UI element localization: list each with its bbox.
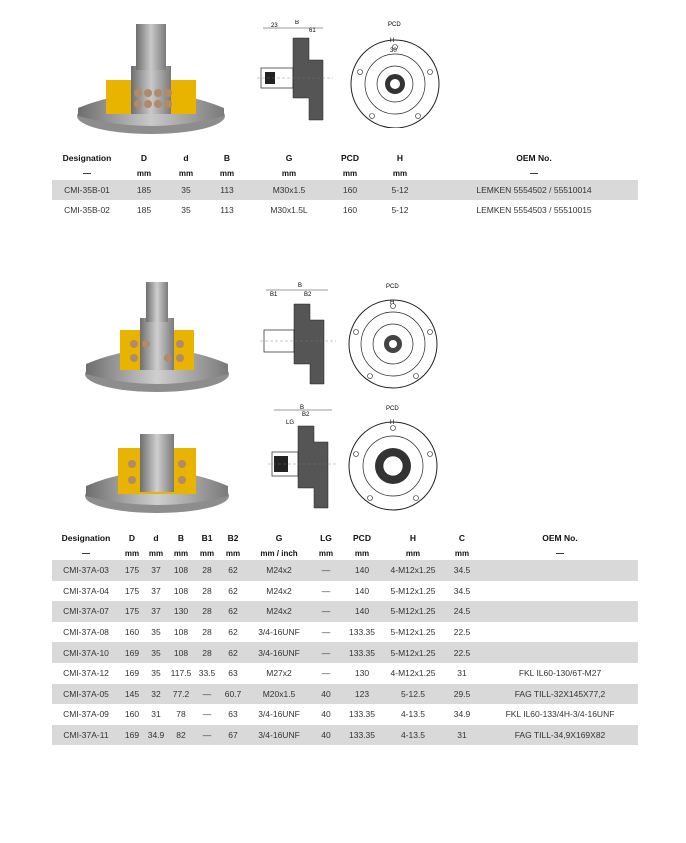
cell: M24x2 (266, 585, 292, 596)
h-label: H (390, 420, 395, 426)
col-header: Designation (62, 153, 112, 163)
col-header: PCD (353, 533, 371, 543)
cell: 123 (340, 684, 384, 705)
cell: 40 (321, 709, 331, 720)
cell: 5-M12x1.25 (384, 642, 442, 663)
cell: 24.5 (442, 601, 482, 622)
cell: M27x2 (266, 668, 292, 679)
cell: 77.2 (168, 684, 194, 705)
col-header: B1 (201, 533, 213, 543)
unit-cell: mm (219, 168, 235, 178)
cell: CMI-37A-11 (52, 725, 120, 746)
unit-cell: mm (136, 168, 152, 178)
cell: — (321, 668, 331, 679)
cell: 34.9 (453, 709, 471, 720)
cell: 62 (228, 627, 238, 638)
cell: 33.5 (198, 668, 216, 679)
col-header: LG (320, 533, 332, 543)
col-header: d (183, 153, 189, 163)
cell: 34.5 (442, 560, 482, 581)
unit-cell: mm (148, 548, 164, 558)
cell: — (321, 585, 331, 596)
cell: 35 (181, 205, 191, 215)
cell: 169 (124, 668, 140, 679)
cell: 29.5 (442, 684, 482, 705)
cell: FKL IL60-133/4H-3/4-16UNF (505, 709, 615, 720)
cell (482, 560, 638, 581)
unit-cell: mm (281, 168, 297, 178)
cell: 113 (206, 180, 248, 200)
side-drawing-3 (266, 404, 340, 516)
cell: CMI-35B-01 (52, 180, 122, 200)
cell (482, 601, 638, 622)
cell: 63 (228, 668, 238, 679)
cell: FKL IL60-130/6T-M27 (518, 668, 602, 679)
cell: 78 (176, 709, 186, 720)
cell: CMI-37A-05 (52, 684, 120, 705)
side-drawing-1 (253, 20, 335, 128)
hub-photo-3 (82, 410, 232, 515)
cell: 28 (194, 601, 220, 622)
cell: M30x1.5L (270, 205, 308, 215)
front-drawing-1 (348, 20, 443, 128)
table-row (52, 581, 638, 602)
cell: 37 (144, 601, 168, 622)
unit-cell: mm (178, 168, 194, 178)
dim-label: B (295, 20, 300, 26)
cell: CMI-35B-02 (64, 205, 110, 215)
cell: 31 (151, 709, 161, 720)
front-drawing-3 (346, 404, 441, 514)
unit-cell: mm (454, 548, 470, 558)
unit-cell: mm (342, 168, 358, 178)
h-label: H (390, 38, 395, 44)
cell: 140 (340, 601, 384, 622)
cell: 3/4-16UNF (246, 642, 312, 663)
cell: 108 (168, 642, 194, 663)
hub-photo-1 (76, 18, 226, 136)
cell: 34.5 (453, 585, 471, 596)
unit-cell: mm (225, 548, 241, 558)
cell: 133.35 (349, 627, 375, 638)
col-header: D (140, 153, 148, 163)
cell: 28 (202, 585, 212, 596)
spec-table-1 (52, 150, 638, 220)
table-row (52, 725, 638, 746)
unit-cell: mm (173, 548, 189, 558)
col-header: G (275, 533, 283, 543)
cell (482, 642, 638, 663)
unit-cell: — (83, 168, 91, 178)
cell: 113 (220, 205, 234, 215)
cell: 4-M12x1.25 (390, 668, 436, 679)
cell: 133.35 (340, 725, 384, 746)
cell: CMI-37A-04 (63, 585, 109, 596)
cell: — (312, 560, 340, 581)
unit-cell: — (530, 168, 538, 178)
cell: 140 (354, 585, 370, 596)
cell: CMI-37A-03 (52, 560, 120, 581)
cell: 133.35 (349, 709, 375, 720)
cell: 169 (120, 642, 144, 663)
cell: CMI-37A-07 (52, 601, 120, 622)
cell (482, 622, 638, 643)
cell: CMI-37A-08 (63, 627, 109, 638)
cell: 175 (120, 560, 144, 581)
col-header: OEM No. (542, 533, 578, 543)
col-header: Designation (61, 533, 111, 543)
table-row (52, 663, 638, 684)
cell: 130 (354, 668, 370, 679)
cell: 5-12 (391, 205, 409, 215)
table-row (52, 622, 638, 643)
cell: 108 (168, 560, 194, 581)
table-row (52, 642, 638, 663)
cell: — (194, 725, 220, 746)
cell: 62 (220, 601, 246, 622)
side-drawing-2 (258, 280, 338, 392)
unit-cell: mm (199, 548, 215, 558)
unit-cell: mm (392, 168, 408, 178)
cell: 28 (202, 627, 212, 638)
cell: 160 (124, 627, 140, 638)
pcd-label: PCD (386, 406, 399, 412)
col-header: OEM No. (516, 153, 552, 163)
cell: 63 (228, 709, 238, 720)
cell: 35 (151, 668, 161, 679)
cell: 133.35 (340, 642, 384, 663)
cell: — (312, 642, 340, 663)
cell: 5-M12x1.25 (390, 627, 436, 638)
cell: M24x2 (246, 601, 312, 622)
col-header: B2 (227, 533, 239, 543)
cell: 35 (166, 180, 206, 200)
cell: CMI-37A-12 (63, 668, 109, 679)
table-row (52, 180, 638, 200)
cell: 32 (144, 684, 168, 705)
cell: 62 (220, 560, 246, 581)
cell: 130 (168, 601, 194, 622)
cell: 35 (151, 627, 161, 638)
cell: 5-12 (370, 180, 430, 200)
cell: LEMKEN 5554502 / 55510014 (430, 180, 638, 200)
cell: 108 (173, 627, 189, 638)
cell: — (312, 601, 340, 622)
cell: M24x2 (246, 560, 312, 581)
cell: 140 (340, 560, 384, 581)
dim-label: B2 (304, 292, 312, 298)
table-row (52, 601, 638, 622)
cell: 5-M12x1.25 (384, 601, 442, 622)
cell: — (202, 709, 212, 720)
cell: 40 (312, 684, 340, 705)
cell: 3/4-16UNF (246, 725, 312, 746)
col-header: C (458, 533, 466, 543)
cell: 3/4-16UNF (258, 627, 300, 638)
unit-cell: mm (354, 548, 370, 558)
cell: 160 (330, 180, 370, 200)
cell: M20x1.5 (246, 684, 312, 705)
cell: 67 (220, 725, 246, 746)
dim-label: B1 (270, 292, 278, 298)
cell: 160 (342, 205, 358, 215)
cell: 40 (312, 725, 340, 746)
cell: 117.5 (170, 668, 192, 679)
cell: 160 (124, 709, 140, 720)
unit-cell: mm / inch (260, 548, 298, 558)
col-header: B (177, 533, 185, 543)
col-header: G (285, 153, 293, 163)
cell: 37 (144, 560, 168, 581)
pcd-label: PCD (388, 22, 401, 28)
cell: 108 (173, 585, 189, 596)
cell: CMI-37A-09 (63, 709, 109, 720)
unit-cell: — (82, 548, 90, 558)
cell: 62 (228, 585, 238, 596)
col-header: H (409, 533, 417, 543)
unit-cell: mm (124, 548, 140, 558)
cell: CMI-37A-10 (52, 642, 120, 663)
cell (482, 581, 638, 602)
cell: 31 (442, 725, 482, 746)
unit-cell: mm (405, 548, 421, 558)
col-header: D (128, 533, 136, 543)
col-header: d (153, 533, 159, 543)
unit-cell: — (556, 548, 564, 558)
cell: 82 (168, 725, 194, 746)
col-header: B (223, 153, 231, 163)
col-header: H (396, 153, 404, 163)
unit-cell: mm (318, 548, 334, 558)
cell: 60.7 (220, 684, 246, 705)
cell: 5-12.5 (384, 684, 442, 705)
table-row (52, 704, 638, 725)
cell: 35 (144, 642, 168, 663)
cell: 185 (122, 180, 166, 200)
cell: 175 (120, 601, 144, 622)
cell: 185 (136, 205, 152, 215)
table-row (52, 684, 638, 705)
cell: 4-13.5 (400, 709, 426, 720)
cell: — (321, 627, 331, 638)
table-row (52, 200, 638, 220)
dim-label: B (300, 405, 305, 411)
col-header: PCD (341, 153, 359, 163)
cell: 169 (120, 725, 144, 746)
cell: 34.9 (144, 725, 168, 746)
cell: 5-M12x1.25 (390, 585, 436, 596)
dim-label: LG (286, 420, 295, 426)
dim-label: 61 (309, 28, 316, 34)
front-drawing-2 (346, 282, 441, 390)
cell: 22.5 (442, 642, 482, 663)
cell: FAG TILL-34,9X169X82 (482, 725, 638, 746)
cell: 28 (194, 560, 220, 581)
dim-label: B2 (302, 412, 310, 418)
cell: LEMKEN 5554503 / 55510015 (476, 205, 592, 215)
cell: 28 (194, 642, 220, 663)
cell: 145 (120, 684, 144, 705)
pcd-label: PCD (386, 284, 399, 290)
dim-label: 23 (271, 23, 278, 29)
cell: — (194, 684, 220, 705)
cell: 3/4-16UNF (258, 709, 300, 720)
cell: 22.5 (453, 627, 471, 638)
dim-label: 30 (390, 48, 397, 54)
dim-label: B (298, 283, 303, 289)
spec-table-2 (52, 530, 638, 745)
cell: 31 (457, 668, 467, 679)
cell: 175 (124, 585, 140, 596)
hub-photo-2 (82, 278, 232, 396)
cell: 62 (220, 642, 246, 663)
cell: 4-13.5 (384, 725, 442, 746)
cell: M30x1.5 (248, 180, 330, 200)
cell: 4-M12x1.25 (384, 560, 442, 581)
h-label: H (390, 300, 395, 306)
table-row (52, 560, 638, 581)
cell: FAG TILL-32X145X77,2 (482, 684, 638, 705)
cell: 37 (151, 585, 161, 596)
